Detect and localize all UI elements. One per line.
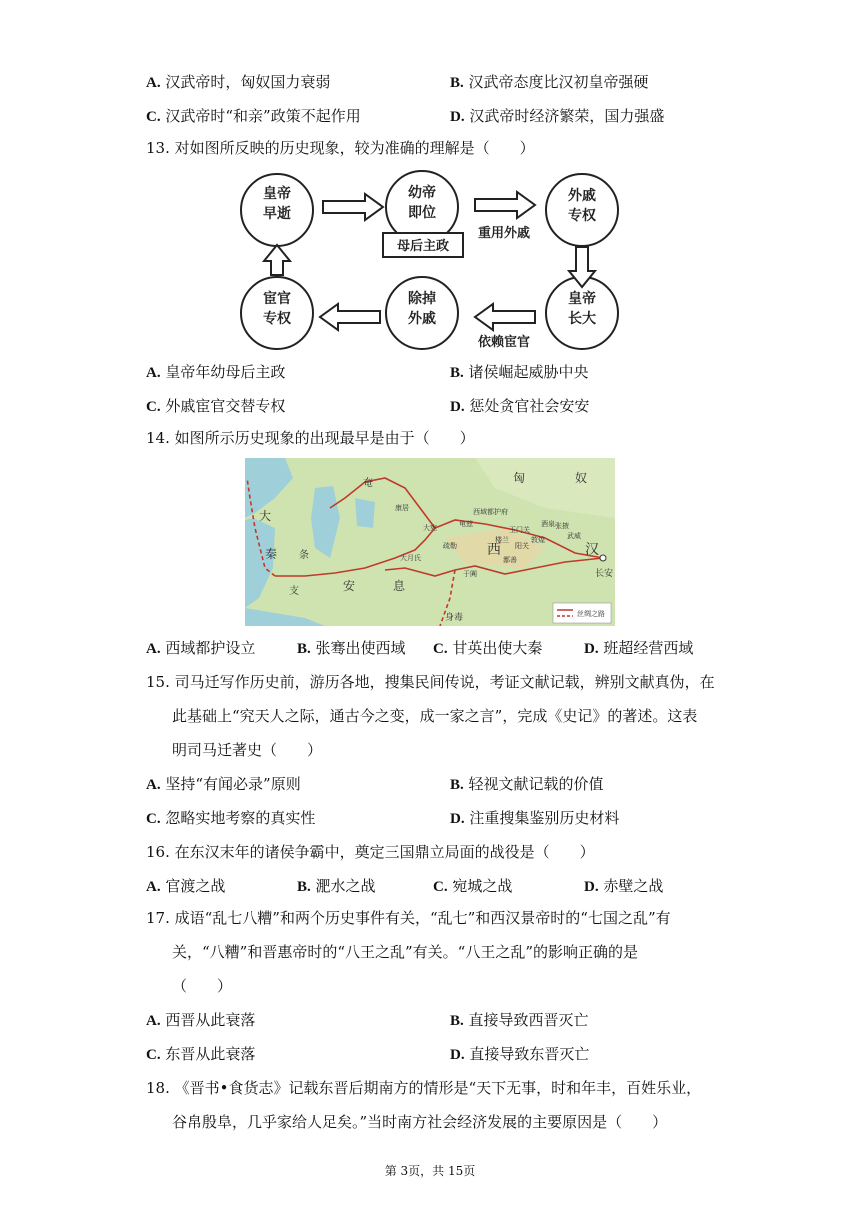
q13-option-b: B. 诸侯崛起威胁中央 — [450, 363, 589, 381]
q12-option-a: A. 汉武帝时，匈奴国力衰弱 — [146, 73, 331, 91]
map-label-duhufu: 西域都护府 — [473, 508, 508, 516]
map-label-shanshan: 鄯善 — [503, 556, 517, 564]
map-label-han: 汉 — [585, 542, 599, 558]
q13-option-d: D. 惩处贪官社会安安 — [450, 397, 590, 415]
map-label-changan: 长安 — [595, 569, 614, 579]
q17-option-a: A. 西晋从此衰落 — [146, 1011, 256, 1029]
map-label-yan: 奄 — [363, 478, 373, 489]
node-text-3: 外戚专权 — [568, 188, 596, 224]
map-label-loulan: 楼兰 — [495, 536, 509, 544]
q15-line-3: 明司马迁著史（ ） — [172, 741, 323, 759]
q12-option-d: D. 汉武帝时经济繁荣，国力强盛 — [450, 107, 665, 125]
q15-line-1: 15. 司马迁写作历史前，游历各地，搜集民间传说，考证文献记载，辨别文献真伪，在 — [146, 673, 715, 691]
q15-option-b: B. 轻视文献记载的价值 — [450, 775, 604, 793]
q13-diagram — [235, 165, 625, 355]
q15-option-d: D. 注重搜集鉴别历史材料 — [450, 809, 620, 827]
q13-option-c: C. 外戚宦官交替专权 — [146, 397, 286, 415]
node-text-5: 除掉外戚 — [408, 291, 436, 327]
map-label-an: 安 — [343, 579, 356, 593]
q14-stem: 14. 如图所示历史现象的出现最早是由于（ ） — [146, 429, 475, 447]
q13-option-a: A. 皇帝年幼母后主政 — [146, 363, 286, 381]
q14-option-b: B. 张骞出使西域 — [297, 639, 406, 657]
q12-option-c: C. 汉武帝时“和亲”政策不起作用 — [146, 107, 361, 125]
arrow-2 — [475, 192, 535, 218]
map-label-shendu: 身毒 — [445, 613, 464, 623]
q17-line-1: 17. 成语“乱七八糟”和两个历史事件有关，“乱七”和西汉景帝时的“七国之乱”有 — [146, 909, 671, 927]
page-footer: 第 3页，共 15页 — [384, 1164, 476, 1178]
label-reuse-consort: 重用外戚 — [477, 226, 531, 241]
arrow-5 — [320, 304, 380, 330]
q16-stem: 16. 在东汉末年的诸侯争霸中，奠定三国鼎立局面的战役是（ ） — [146, 843, 595, 861]
map-label-qin: 秦 — [265, 547, 278, 561]
silk-road-map — [245, 458, 615, 626]
node-text-4: 皇帝长大 — [568, 291, 596, 327]
map-label-yumenguan: 玉门关 — [509, 526, 530, 534]
map-label-yutian: 于阗 — [463, 570, 477, 578]
map-label-shule: 疏勒 — [443, 542, 457, 550]
q14-option-d: D. 班超经营西域 — [584, 639, 694, 657]
q13-stem: 13. 对如图所反映的历史现象，较为准确的理解是（ ） — [146, 139, 535, 157]
q18-line-2: 谷帛殷阜，几乎家给人足矣。”当时南方社会经济发展的主要原因是（ ） — [172, 1113, 668, 1131]
q17-option-d: D. 直接导致东晋灭亡 — [450, 1045, 590, 1063]
q16-option-d: D. 赤壁之战 — [584, 877, 664, 895]
arrow-1 — [323, 194, 383, 220]
q17-line-3: （ ） — [172, 977, 233, 995]
q15-option-a: A. 坚持“有闻必录”原则 — [146, 775, 301, 793]
arrow-6 — [264, 245, 290, 275]
node-text-2: 幼帝即位 — [408, 185, 436, 221]
map-label-west: 西 — [487, 542, 501, 558]
map-label-kangju: 康居 — [395, 504, 409, 512]
q17-option-b: B. 直接导致西晋灭亡 — [450, 1011, 589, 1029]
q12-option-b: B. 汉武帝态度比汉初皇帝强硬 — [450, 73, 649, 91]
q16-option-a: A. 官渡之战 — [146, 877, 226, 895]
arrow-4 — [475, 304, 535, 330]
q17-option-c: C. 东晋从此衰落 — [146, 1045, 256, 1063]
map-label-zhi: 支 — [289, 586, 299, 597]
map-label-wuwei: 武威 — [567, 532, 581, 540]
map-label-zhangye: 张掖 — [555, 522, 569, 530]
map-label-yangguan: 阳关 — [515, 542, 529, 550]
map-label-da: 大 — [259, 509, 272, 523]
q15-option-c: C. 忽略实地考察的真实性 — [146, 809, 316, 827]
map-label-xiong: 匈 — [513, 471, 526, 485]
map-label-dayuezhi: 大月氏 — [400, 554, 421, 562]
q14-option-c: C. 甘英出使大秦 — [433, 639, 543, 657]
q16-option-c: C. 宛城之战 — [433, 877, 513, 895]
q14-option-a: A. 西域都护设立 — [146, 639, 256, 657]
map-label-dawan: 大宛 — [423, 524, 437, 532]
map-label-dunhuang: 敦煌 — [531, 536, 545, 544]
map-label-tiao: 条 — [299, 550, 309, 561]
map-label-qiuci: 龟兹 — [459, 520, 473, 528]
q18-line-1: 18. 《晋书•食货志》记载东晋后期南方的情形是“天下无事，时和年丰，百姓乐业， — [146, 1079, 702, 1097]
map-label-nu: 奴 — [575, 471, 588, 485]
map-legend-label: 丝绸之路 — [577, 610, 605, 618]
box-text: 母后主政 — [396, 239, 450, 254]
q16-option-b: B. 淝水之战 — [297, 877, 376, 895]
q17-line-2: 关，“八糟”和晋惠帝时的“八王之乱”有关。“八王之乱”的影响正确的是 — [172, 943, 639, 961]
map-label-jiuquan: 酒泉 — [541, 520, 555, 528]
node-text-1a: 皇帝早逝 — [263, 186, 291, 222]
node-text-6: 宦官专权 — [263, 291, 291, 327]
q15-line-2: 此基础上“究天人之际，通古今之变，成一家之言”，完成《史记》的著述。这表 — [172, 707, 698, 725]
label-rely-eunuch: 依赖宦官 — [477, 335, 531, 350]
map-label-xi: 息 — [393, 579, 406, 593]
